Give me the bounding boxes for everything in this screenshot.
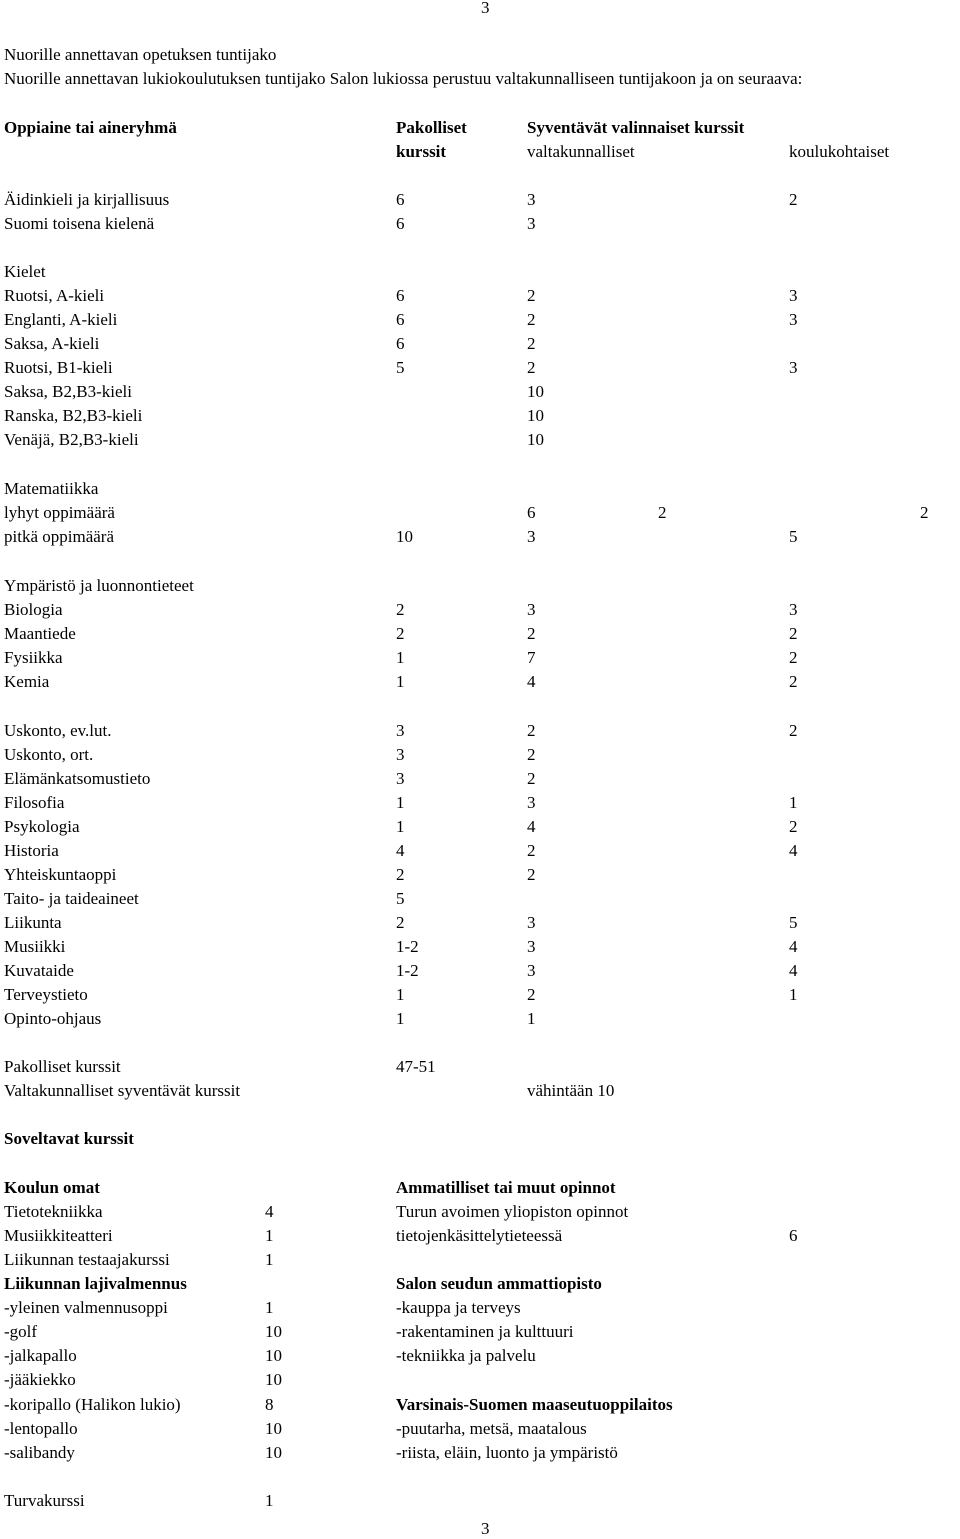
left-list-value: 8 — [265, 1395, 274, 1414]
left-list-value: 1 — [265, 1250, 274, 1269]
row-mandatory: 6 — [396, 286, 405, 305]
left-list-value: 10 — [265, 1346, 282, 1365]
left-list-item: -jääkiekko — [4, 1370, 76, 1389]
header-school: koulukohtaiset — [789, 142, 890, 161]
row-national: 3 — [527, 913, 536, 932]
total-national-value: vähintään 10 — [527, 1081, 615, 1100]
left-list-value: 4 — [265, 1202, 274, 1221]
row-mandatory: 1 — [396, 648, 405, 667]
row-national: 3 — [527, 793, 536, 812]
right-list-item: -rakentaminen ja kulttuuri — [396, 1322, 574, 1341]
row-mandatory: 1 — [396, 672, 405, 691]
left-list-item: Liikunnan lajivalmennus — [4, 1274, 187, 1293]
row-subject: Kemia — [4, 672, 50, 691]
right-list-item: Varsinais-Suomen maaseutuoppilaitos — [396, 1395, 673, 1414]
left-list-item: Musiikkiteatteri — [4, 1226, 113, 1245]
row-mandatory: 1-2 — [396, 937, 419, 956]
row-subject: Liikunta — [4, 913, 62, 932]
left-list-item: Tietotekniikka — [4, 1202, 103, 1221]
row-national: 2 — [527, 624, 536, 643]
row-national: 1 — [527, 1009, 536, 1028]
row-school: 2 — [789, 817, 798, 836]
row-subject: Ruotsi, B1-kieli — [4, 358, 113, 377]
row-national: 4 — [527, 817, 536, 836]
row-subject: Englanti, A-kieli — [4, 310, 118, 329]
row-school: 2 — [789, 648, 798, 667]
row-school: 3 — [789, 358, 798, 377]
row-subject: Suomi toisena kielenä — [4, 214, 155, 233]
row-school: 2 — [789, 721, 798, 740]
row-national: 3 — [527, 600, 536, 619]
total-mandatory-label: Pakolliset kurssit — [4, 1057, 121, 1076]
right-list-item: -puutarha, metsä, maatalous — [396, 1419, 587, 1438]
row-national: 2 — [527, 841, 536, 860]
row-extra-2: 2 — [920, 503, 929, 522]
row-mandatory: 10 — [396, 527, 413, 546]
row-national: 3 — [527, 190, 536, 209]
row-subject: Kuvataide — [4, 961, 74, 980]
left-list-value: 10 — [265, 1443, 282, 1462]
row-subject: Kielet — [4, 262, 46, 281]
left-list-item: -jalkapallo — [4, 1346, 77, 1365]
row-national: 3 — [527, 214, 536, 233]
row-subject: Fysiikka — [4, 648, 63, 667]
header-mandatory-2: kurssit — [396, 142, 447, 161]
row-national: 10 — [527, 430, 544, 449]
row-national: 2 — [527, 286, 536, 305]
left-list-value: 1 — [265, 1226, 274, 1245]
row-subject: Biologia — [4, 600, 63, 619]
left-col-heading: Koulun omat — [4, 1178, 100, 1197]
right-list-item: tietojenkäsittelytieteessä — [396, 1226, 563, 1245]
row-mandatory: 6 — [396, 214, 405, 233]
row-mandatory: 1 — [396, 817, 405, 836]
row-subject: Psykologia — [4, 817, 80, 836]
row-national: 7 — [527, 648, 536, 667]
row-school: 1 — [789, 793, 798, 812]
intro-title: Nuorille annettavan opetuksen tuntijako — [4, 45, 277, 64]
row-extra-1: 2 — [658, 503, 667, 522]
row-mandatory: 3 — [396, 745, 405, 764]
row-subject: Taito- ja taideaineet — [4, 889, 139, 908]
row-subject: Ympäristö ja luonnontieteet — [4, 576, 194, 595]
row-subject: Venäjä, B2,B3-kieli — [4, 430, 139, 449]
left-list-item: -yleinen valmennusoppi — [4, 1298, 168, 1317]
right-col-heading: Ammatilliset tai muut opinnot — [396, 1178, 616, 1197]
header-subject: Oppiaine tai aineryhmä — [4, 118, 177, 137]
row-school: 5 — [789, 527, 798, 546]
row-national: 3 — [527, 961, 536, 980]
row-school: 3 — [789, 286, 798, 305]
row-subject: Musiikki — [4, 937, 66, 956]
row-mandatory: 1 — [396, 793, 405, 812]
row-subject: Yhteiskuntaoppi — [4, 865, 117, 884]
row-mandatory: 3 — [396, 769, 405, 788]
left-list-item: Liikunnan testaajakurssi — [4, 1250, 170, 1269]
row-national: 2 — [527, 985, 536, 1004]
row-subject: pitkä oppimäärä — [4, 527, 114, 546]
applied-heading: Soveltavat kurssit — [4, 1129, 134, 1148]
row-mandatory: 2 — [396, 865, 405, 884]
row-mandatory: 4 — [396, 841, 405, 860]
list-item-turvakurssi-value: 1 — [265, 1491, 274, 1510]
row-school: 2 — [789, 190, 798, 209]
row-subject: Uskonto, ev.lut. — [4, 721, 112, 740]
row-mandatory: 2 — [396, 624, 405, 643]
total-mandatory-value: 47-51 — [396, 1057, 436, 1076]
row-national: 3 — [527, 937, 536, 956]
row-school: 3 — [789, 310, 798, 329]
row-subject: Elämänkatsomustieto — [4, 769, 151, 788]
intro-text: Nuorille annettavan lukiokoulutuksen tuntijako Salon lukiossa perustuu valtakunnalliseen tuntijakoon ja on seuraava: — [4, 69, 803, 88]
row-subject: Saksa, A-kieli — [4, 334, 100, 353]
row-subject: Historia — [4, 841, 59, 860]
header-advanced: Syventävät valinnaiset kurssit — [527, 118, 745, 137]
row-school: 4 — [789, 937, 798, 956]
row-mandatory: 5 — [396, 358, 405, 377]
left-list-item: -koripallo (Halikon lukio) — [4, 1395, 181, 1414]
row-subject: Maantiede — [4, 624, 76, 643]
row-school: 3 — [789, 600, 798, 619]
row-subject: Ruotsi, A-kieli — [4, 286, 105, 305]
left-list-item: -golf — [4, 1322, 38, 1341]
row-mandatory: 2 — [396, 600, 405, 619]
row-mandatory: 6 — [396, 190, 405, 209]
row-national: 4 — [527, 672, 536, 691]
header-national: valtakunnalliset — [527, 142, 635, 161]
row-mandatory: 3 — [396, 721, 405, 740]
row-mandatory: 2 — [396, 913, 405, 932]
row-subject: Uskonto, ort. — [4, 745, 94, 764]
list-item-turvakurssi: Turvakurssi — [4, 1491, 85, 1510]
row-mandatory: 1 — [396, 1009, 405, 1028]
row-school: 2 — [789, 624, 798, 643]
left-list-item: -salibandy — [4, 1443, 75, 1462]
header-mandatory-1: Pakolliset — [396, 118, 467, 137]
page-number-top: 3 — [481, 0, 490, 17]
row-school: 1 — [789, 985, 798, 1004]
row-national: 2 — [527, 769, 536, 788]
left-list-value: 1 — [265, 1298, 274, 1317]
total-national-label: Valtakunnalliset syventävät kurssit — [4, 1081, 241, 1100]
row-national: 10 — [527, 406, 544, 425]
page-number-bottom: 3 — [481, 1519, 490, 1538]
row-subject: Saksa, B2,B3-kieli — [4, 382, 132, 401]
row-subject: Ranska, B2,B3-kieli — [4, 406, 143, 425]
row-school: 5 — [789, 913, 798, 932]
row-national: 10 — [527, 382, 544, 401]
row-mandatory: 1 — [396, 985, 405, 1004]
row-mandatory: 1-2 — [396, 961, 419, 980]
row-mandatory: 5 — [396, 889, 405, 908]
row-subject: Opinto-ohjaus — [4, 1009, 102, 1028]
row-national: 3 — [527, 527, 536, 546]
row-national: 2 — [527, 358, 536, 377]
row-national: 2 — [527, 745, 536, 764]
right-list-item: -kauppa ja terveys — [396, 1298, 521, 1317]
row-subject: Filosofia — [4, 793, 65, 812]
row-school: 4 — [789, 841, 798, 860]
row-mandatory: 6 — [396, 334, 405, 353]
left-list-value: 10 — [265, 1322, 282, 1341]
row-subject: Äidinkieli ja kirjallisuus — [4, 190, 170, 209]
row-national: 2 — [527, 721, 536, 740]
row-national: 6 — [527, 503, 536, 522]
right-list-value: 6 — [789, 1226, 798, 1245]
left-list-item: -lentopallo — [4, 1419, 78, 1438]
row-subject: Matematiikka — [4, 479, 99, 498]
left-list-value: 10 — [265, 1419, 282, 1438]
row-national: 2 — [527, 865, 536, 884]
row-national: 2 — [527, 310, 536, 329]
right-list-item: -riista, eläin, luonto ja ympäristö — [396, 1443, 618, 1462]
right-list-item: Salon seudun ammattiopisto — [396, 1274, 602, 1293]
row-subject: lyhyt oppimäärä — [4, 503, 115, 522]
row-subject: Terveystieto — [4, 985, 88, 1004]
row-school: 2 — [789, 672, 798, 691]
row-national: 2 — [527, 334, 536, 353]
right-list-item: Turun avoimen yliopiston opinnot — [396, 1202, 629, 1221]
left-list-value: 10 — [265, 1370, 282, 1389]
right-list-item: -tekniikka ja palvelu — [396, 1346, 536, 1365]
row-school: 4 — [789, 961, 798, 980]
row-mandatory: 6 — [396, 310, 405, 329]
